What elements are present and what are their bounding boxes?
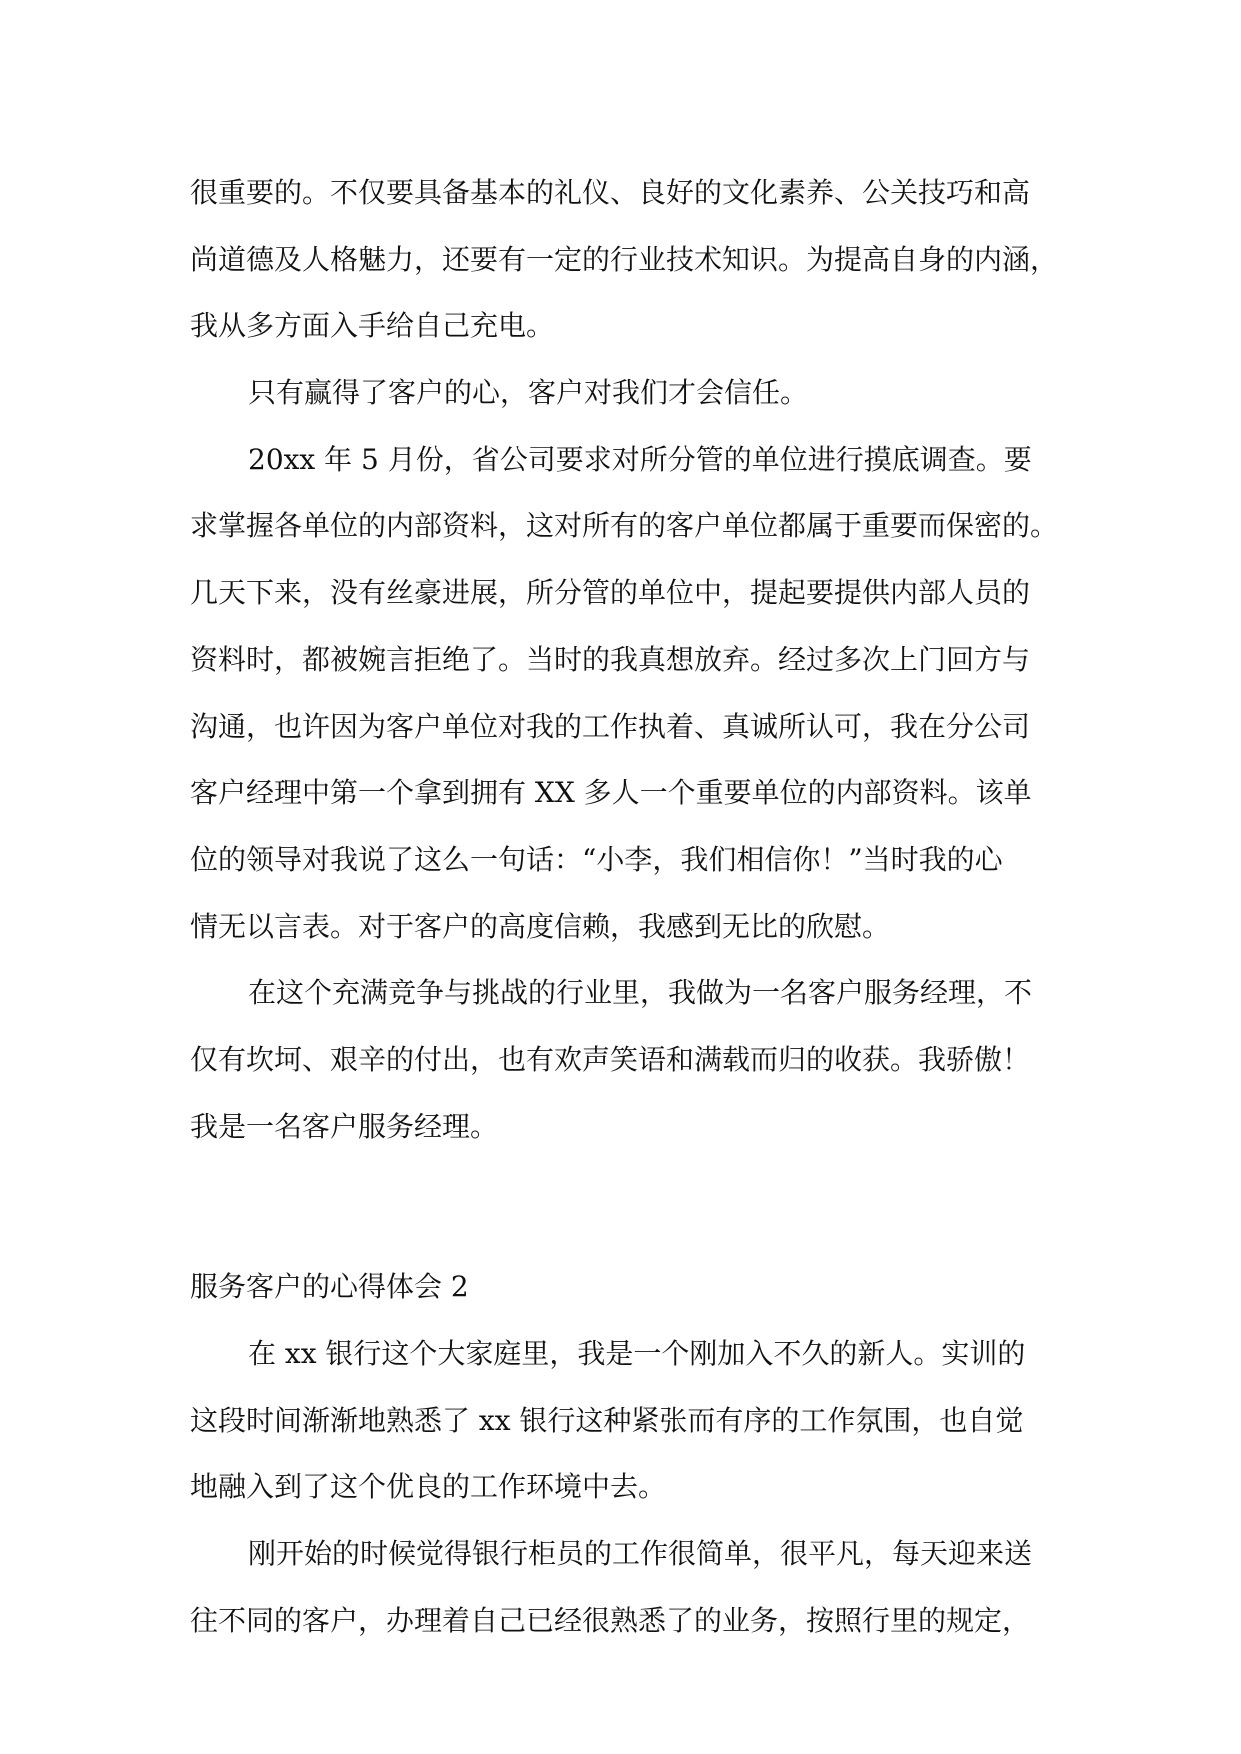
paragraph	[190, 960, 1050, 1160]
paragraph	[190, 360, 1050, 427]
text-line: 沟通，也许因为客户单位对我的工作执着、真诚所认可，我在分公司	[190, 709, 1031, 743]
text-line: 刚开始的时候觉得银行柜员的工作很简单，很平凡，每天迎来送	[248, 1537, 1033, 1571]
text-line: 客户经理中第一个拿到拥有 XX 多人一个重要单位的内部资料。该单	[190, 776, 1032, 810]
text-line: 仅有坎坷、艰辛的付出，也有欢声笑语和满载而归的收获。我骄傲！	[190, 1042, 1031, 1076]
document-body	[190, 160, 1059, 1654]
text-line: 我从多方面入手给自己充电。	[190, 309, 555, 343]
text-line: 20xx 年 5 月份，省公司要求对所分管的单位进行摸底调查。要	[248, 442, 1032, 476]
text-line: 这段时间渐渐地熟悉了 xx 银行这种紧张而有序的工作氛围，也自觉	[190, 1403, 1024, 1437]
paragraph	[190, 1321, 1050, 1521]
text-line: 很重要的。不仅要具备基本的礼仪、良好的文化素养、公关技巧和高	[190, 176, 1031, 209]
text-line: 在 xx 银行这个大家庭里，我是一个刚加入不久的新人。实训的	[248, 1337, 1026, 1370]
text-line: 地融入到了这个优良的工作环境中去。	[190, 1470, 667, 1504]
paragraph	[190, 1521, 1050, 1654]
text-line: 只有赢得了客户的心，客户对我们才会信任。	[248, 376, 809, 410]
text-line: 往不同的客户，办理着自己已经很熟悉了的业务，按照行里的规定，	[190, 1603, 1031, 1637]
text-line: 资料时，都被婉言拒绝了。当时的我真想放弃。经过多次上门回方与	[190, 642, 1031, 676]
section-spacer	[190, 1160, 1050, 1254]
text-line: 几天下来，没有丝豪进展，所分管的单位中，提起要提供内部人员的	[190, 576, 1031, 610]
text-line: 尚道德及人格魅力，还要有一定的行业技术知识。为提高自身的内涵，	[190, 242, 1059, 276]
paragraph	[190, 427, 1059, 961]
text-line: 位的领导对我说了这么一句话：“小李，我们相信你！”当时我的心	[190, 842, 1003, 876]
paragraph	[190, 160, 1059, 360]
section-heading: 服务客户的心得体会 2	[190, 1270, 469, 1304]
text-line: 在这个充满竞争与挑战的行业里，我做为一名客户服务经理，不	[248, 976, 1033, 1010]
text-line: 我是一名客户服务经理。	[190, 1109, 499, 1143]
text-line: 求掌握各单位的内部资料，这对所有的客户单位都属于重要而保密的。	[190, 509, 1059, 543]
text-line: 情无以言表。对于客户的高度信赖，我感到无比的欣慰。	[190, 909, 891, 943]
